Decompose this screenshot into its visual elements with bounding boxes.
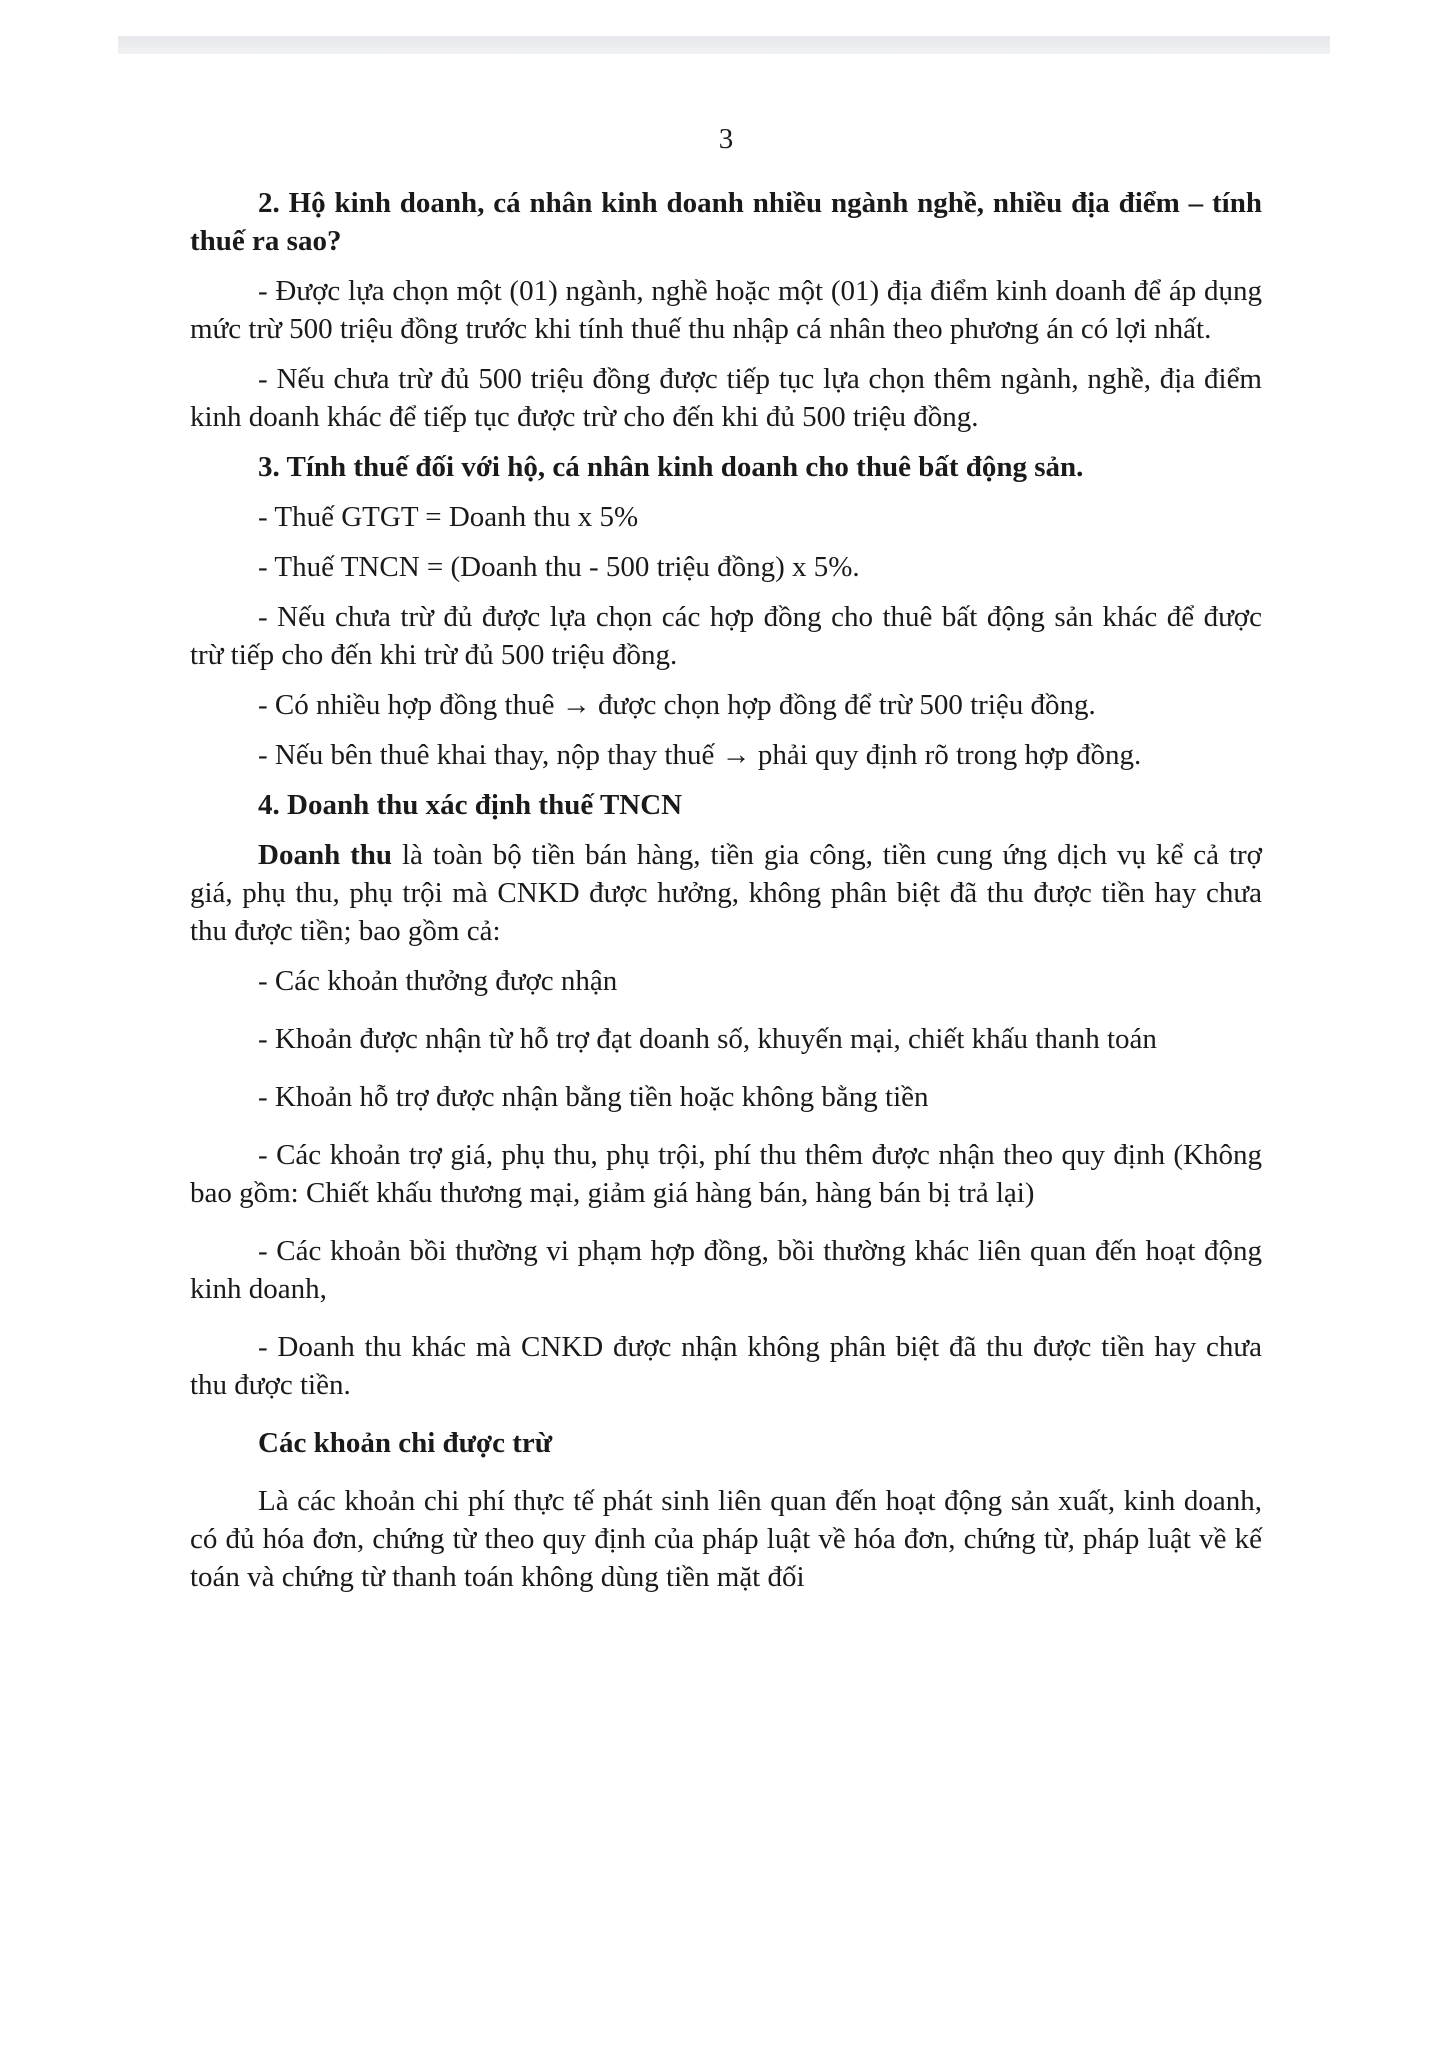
deductible-heading: Các khoản chi được trừ [258, 1427, 553, 1459]
paragraph: - Nếu chưa trừ đủ 500 triệu đồng được tiếp tục lựa chọn thêm ngành, nghề, địa điểm kinh doanh khác để tiếp tục được trừ cho đến khi đủ 500 triệu đồng. [190, 363, 1262, 433]
paragraph: - Thuế GTGT = Doanh thu x 5% [258, 501, 639, 533]
section-4-heading: 4. Doanh thu xác định thuế TNCN [258, 789, 683, 821]
paragraph: - Khoản được nhận từ hỗ trợ đạt doanh số, khuyến mại, chiết khấu thanh toán [258, 1023, 1157, 1055]
paragraph: - Thuế TNCN = (Doanh thu - 500 triệu đồng) x 5%. [258, 551, 860, 583]
paragraph: - Được lựa chọn một (01) ngành, nghề hoặc một (01) địa điểm kinh doanh để áp dụng mức trừ 500 triệu đồng trước khi tính thuế thu nhập cá nhân theo phương án có lợi nhất. [190, 275, 1262, 345]
section-4-intro [190, 836, 1262, 950]
paragraph: - Các khoản trợ giá, phụ thu, phụ trội, phí thu thêm được nhận theo quy định (Không bao gồm: Chiết khấu thương mại, giảm giá hàng bán, hàng bán bị trả lại) [190, 1139, 1262, 1209]
intro-text: là toàn bộ tiền bán hàng, tiền gia công, tiền cung ứng dịch vụ kể cả trợ giá, phụ thu, phụ trội mà CNKD được hưởng, không phân biệt đã thu được tiền hay chưa thu được tiền; bao gồm cả: [190, 839, 1262, 947]
document-page [190, 120, 1262, 1596]
paragraph: - Nếu bên thuê khai thay, nộp thay thuế → phải quy định rõ trong hợp đồng. [258, 739, 1142, 771]
section-3-heading: 3. Tính thuế đối với hộ, cá nhân kinh doanh cho thuê bất động sản. [258, 451, 1084, 483]
paragraph: - Các khoản thưởng được nhận [258, 965, 618, 997]
paragraph: - Nếu chưa trừ đủ được lựa chọn các hợp đồng cho thuê bất động sản khác để được trừ tiếp cho đến khi trừ đủ 500 triệu đồng. [190, 601, 1262, 671]
page-number: 3 [718, 123, 734, 155]
paragraph: Là các khoản chi phí thực tế phát sinh liên quan đến hoạt động sản xuất, kinh doanh, có đủ hóa đơn, chứng từ theo quy định của pháp luật về hóa đơn, chứng từ, pháp luật về kế toán và chứng từ thanh toán không dùng tiền mặt đối [190, 1485, 1262, 1593]
paragraph: - Có nhiều hợp đồng thuê → được chọn hợp đồng để trừ 500 triệu đồng. [258, 689, 1096, 721]
scan-top-band [118, 36, 1330, 54]
intro-term: Doanh thu [258, 839, 393, 871]
paragraph: - Doanh thu khác mà CNKD được nhận không phân biệt đã thu được tiền hay chưa thu được tiền. [190, 1331, 1262, 1401]
paragraph: - Các khoản bồi thường vi phạm hợp đồng, bồi thường khác liên quan đến hoạt động kinh doanh, [190, 1235, 1262, 1305]
section-2-heading: 2. Hộ kinh doanh, cá nhân kinh doanh nhiều ngành nghề, nhiều địa điểm – tính thuế ra sao? [190, 187, 1262, 257]
paragraph: - Khoản hỗ trợ được nhận bằng tiền hoặc không bằng tiền [258, 1081, 929, 1113]
